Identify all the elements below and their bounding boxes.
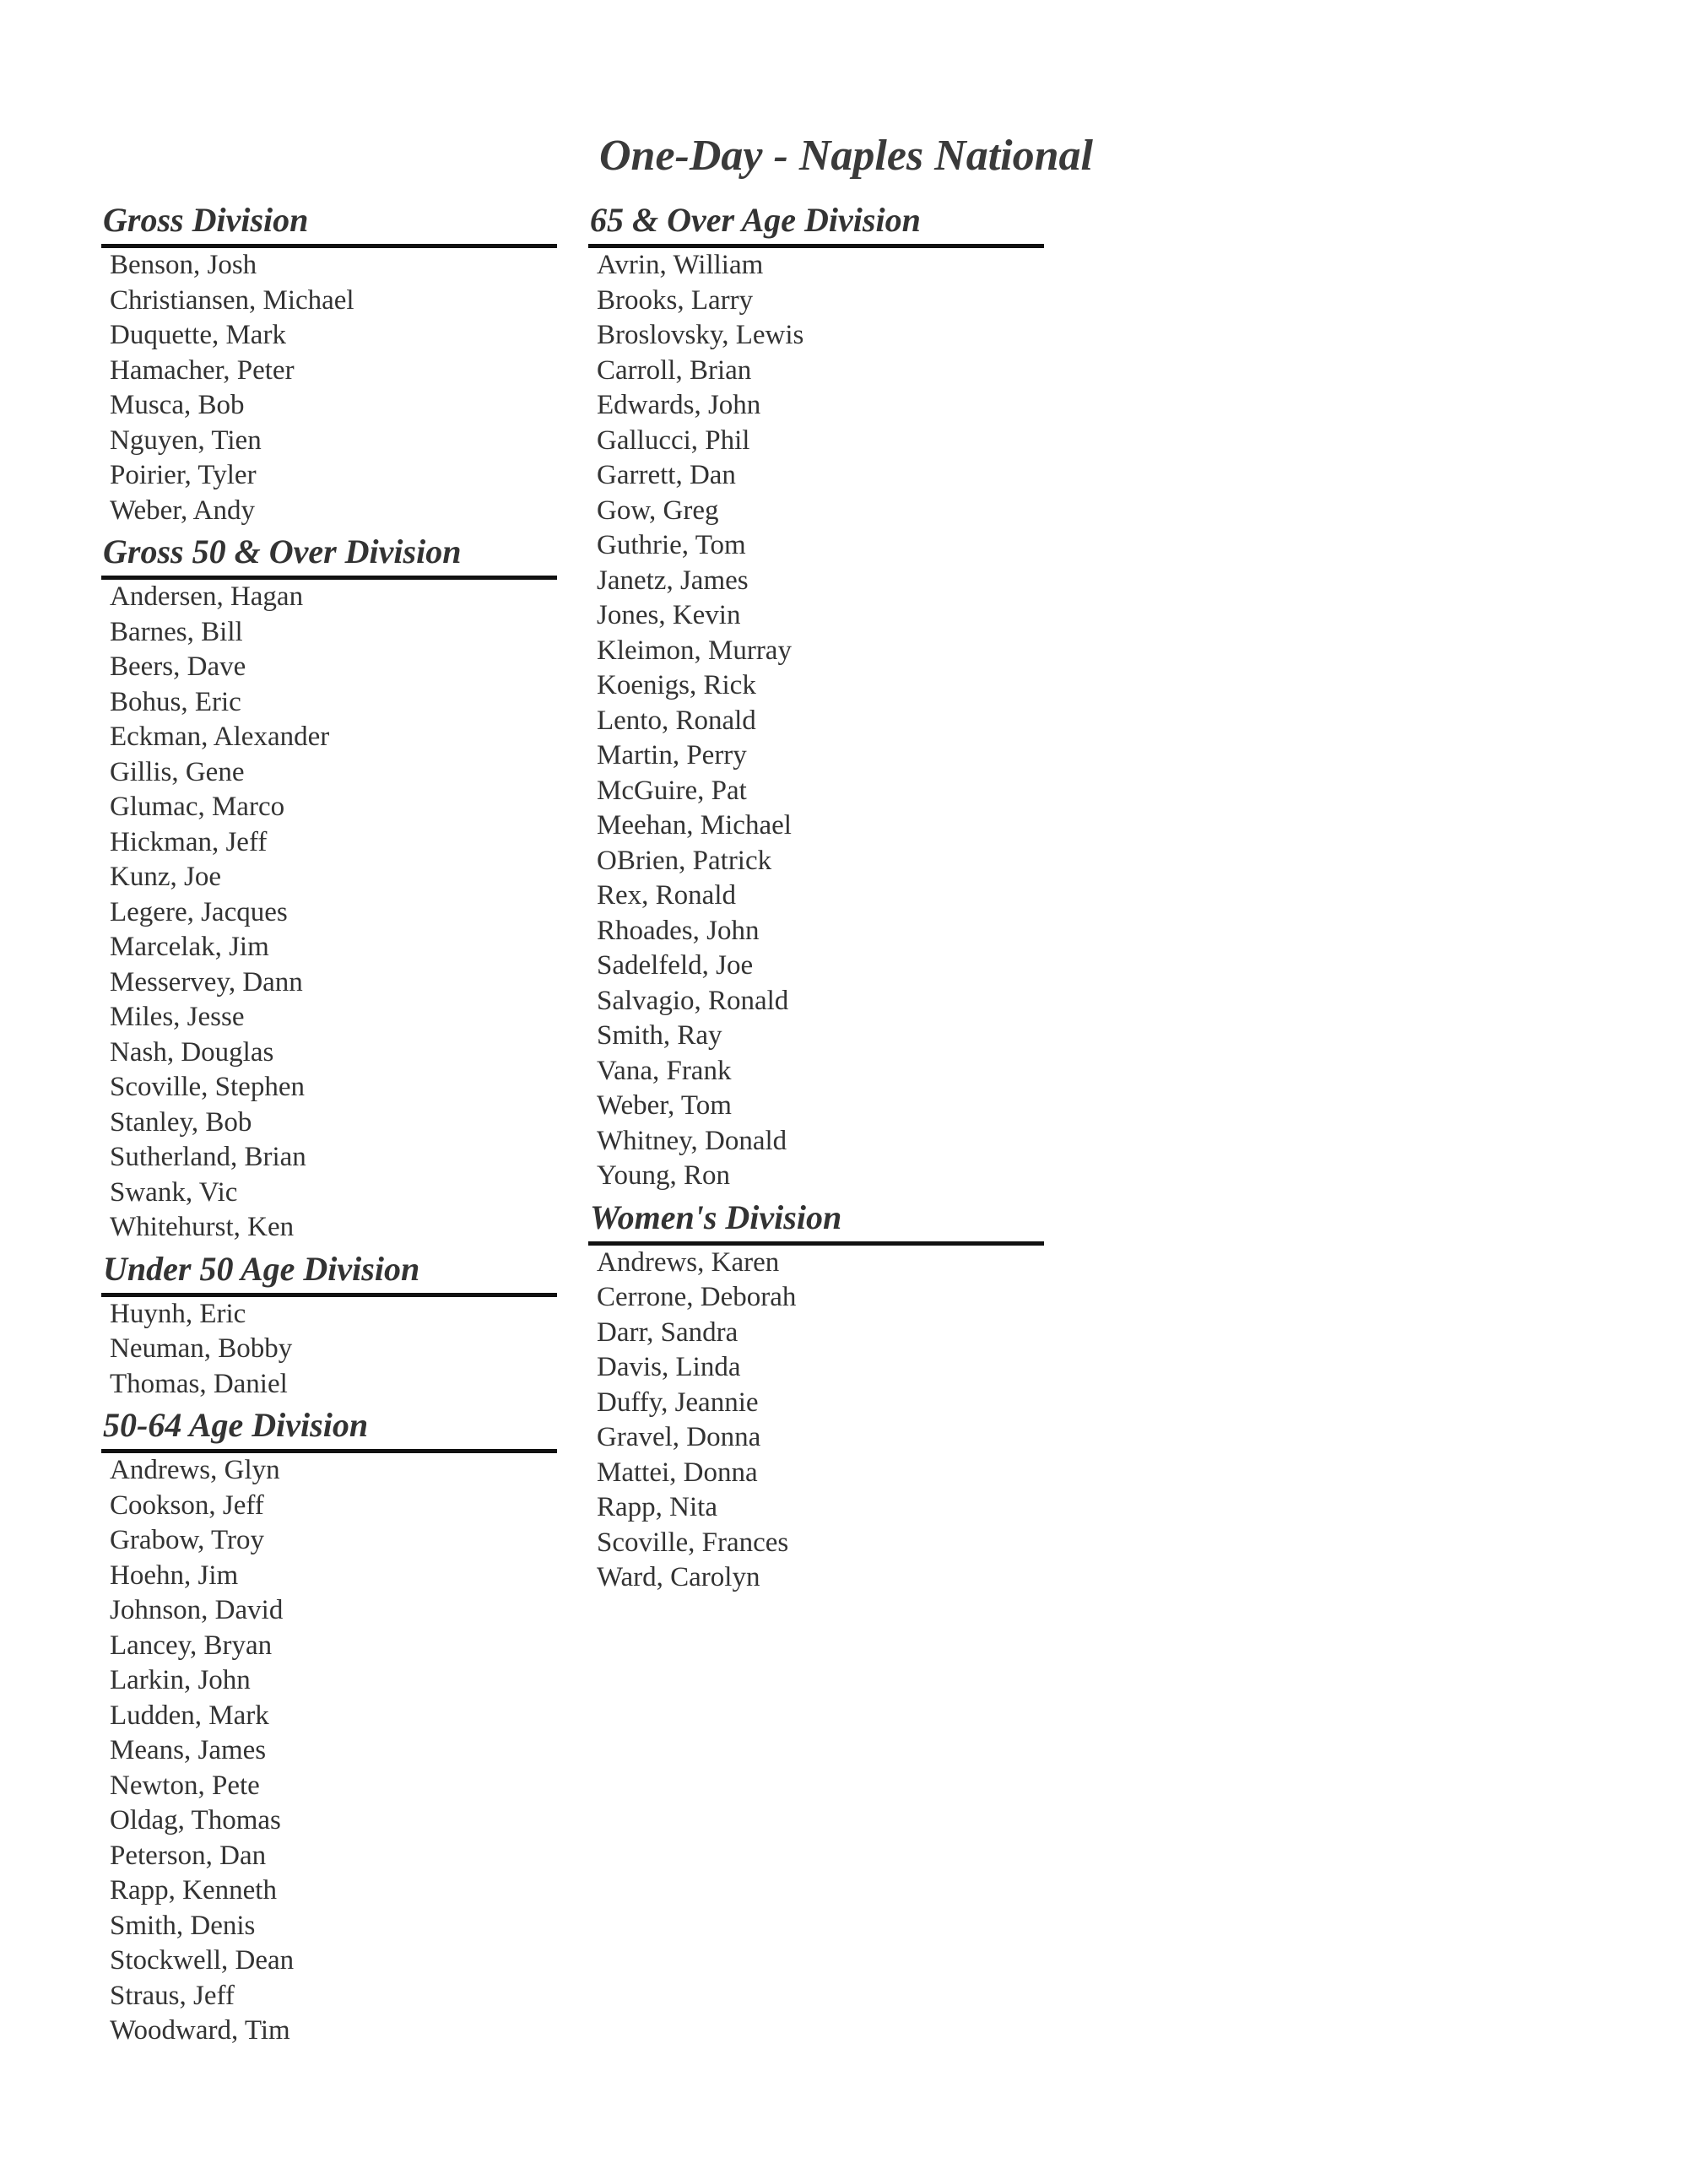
player-name: Swank, Vic [110,1176,238,1208]
player-name: Davis, Linda [597,1352,741,1382]
player-name: Duffy, Jeannie [597,1387,759,1418]
player-name: Rex, Ronald [597,880,736,911]
player-name: Barnes, Bill [110,616,243,647]
division-header: 65 & Over Age Division [588,197,1044,248]
player-name: Hoehn, Jim [110,1560,239,1591]
player-name: Stockwell, Dean [110,1945,295,1976]
division-section [101,1402,557,2049]
player-name: Messervey, Dann [110,966,303,997]
player-name: Eckman, Alexander [110,722,330,752]
player-name: Gow, Greg [597,495,719,526]
player-name: Benson, Josh [110,250,257,280]
division-section [588,1194,1044,1596]
player-name: Cerrone, Deborah [597,1282,797,1312]
player-name: Means, James [110,1735,267,1765]
player-name: Ward, Carolyn [597,1562,760,1592]
player-name: Martin, Perry [597,740,747,770]
player-name: Rhoades, John [597,915,760,946]
player-name: Nguyen, Tien [110,424,262,456]
player-name: Mattei, Donna [597,1457,758,1488]
player-name: McGuire, Pat [597,775,747,806]
player-name: Newton, Pete [110,1770,260,1801]
division-header: Under 50 Age Division [101,1246,557,1297]
player-name: Legere, Jacques [110,896,288,927]
division-header: Women's Division [588,1194,1044,1246]
player-name: Guthrie, Tom [597,530,746,560]
player-name: Andrews, Glyn [110,1455,280,1485]
player-name: Straus, Jeff [110,1980,235,2011]
player-name: Bohus, Eric [110,686,241,717]
player-name: Sutherland, Brian [110,1142,306,1172]
player-name: Whitehurst, Ken [110,1212,295,1242]
player-name: Gillis, Gene [110,756,245,787]
player-name: Meehan, Michael [597,810,792,841]
division-section [101,197,557,528]
player-name: Beers, Dave [110,651,246,682]
player-name: Scoville, Frances [597,1527,789,1558]
player-name: Kunz, Joe [110,862,221,892]
player-name: OBrien, Patrick [597,845,772,876]
player-name: Ludden, Mark [110,1700,269,1731]
player-name: Hickman, Jeff [110,826,268,857]
player-name: Vana, Frank [597,1055,732,1086]
player-name: Sadelfeld, Joe [597,950,754,981]
division-header: Gross Division [101,197,557,248]
player-name: Nash, Douglas [110,1036,274,1068]
player-name: Lancey, Bryan [110,1630,273,1661]
division-section [101,1246,557,1403]
player-name: Cookson, Jeff [110,1489,264,1521]
name-list [101,1297,557,1403]
player-name: Rapp, Kenneth [110,1875,277,1906]
player-name: Grabow, Troy [110,1525,265,1555]
name-list [101,580,557,1246]
player-name: Miles, Jesse [110,1002,245,1032]
player-name: Edwards, John [597,390,761,420]
name-list [588,1246,1044,1596]
player-name: Janetz, James [597,565,749,596]
right-column [588,197,1044,1596]
player-name: Glumac, Marco [110,792,285,822]
player-name: Smith, Ray [597,1020,722,1051]
name-list [588,248,1044,1194]
player-name: Weber, Andy [110,495,255,526]
player-name: Weber, Tom [597,1090,732,1121]
division-header: Gross 50 & Over Division [101,528,557,580]
player-name: Neuman, Bobby [110,1333,293,1364]
player-name: Carroll, Brian [597,354,752,386]
player-name: Gravel, Donna [597,1422,761,1452]
player-name: Koenigs, Rick [597,670,756,700]
player-name: Huynh, Eric [110,1298,246,1329]
player-name: Duquette, Mark [110,320,286,350]
division-section [588,197,1044,1194]
player-name: Musca, Bob [110,390,245,420]
player-name: Jones, Kevin [597,600,741,630]
player-name: Poirier, Tyler [110,460,257,490]
player-name: Brooks, Larry [597,284,754,316]
player-name: Garrett, Dan [597,460,736,490]
player-name: Kleimon, Murray [597,635,792,666]
player-name: Avrin, William [597,250,764,280]
left-column [101,197,557,2049]
player-name: Larkin, John [110,1665,251,1695]
player-name: Woodward, Tim [110,2015,290,2046]
name-list [101,248,557,528]
player-name: Oldag, Thomas [110,1805,281,1835]
player-name: Thomas, Daniel [110,1368,288,1399]
name-list [101,1453,557,2049]
player-name: Scoville, Stephen [110,1072,305,1102]
player-name: Hamacher, Peter [110,354,295,386]
player-name: Christiansen, Michael [110,284,354,316]
division-section [101,528,557,1246]
player-name: Marcelak, Jim [110,932,269,962]
player-name: Rapp, Nita [597,1492,717,1522]
player-name: Broslovsky, Lewis [597,320,804,350]
player-name: Stanley, Bob [110,1106,252,1138]
page-title: One-Day - Naples National [599,132,1093,180]
player-name: Lento, Ronald [597,705,756,736]
player-name: Darr, Sandra [597,1316,738,1348]
player-name: Johnson, David [110,1595,284,1625]
player-name: Peterson, Dan [110,1840,267,1871]
player-name: Salvagio, Ronald [597,985,789,1016]
player-name: Gallucci, Phil [597,424,750,456]
division-header: 50-64 Age Division [101,1402,557,1453]
player-name: Andrews, Karen [597,1246,780,1278]
player-name: Andersen, Hagan [110,581,304,612]
player-name: Young, Ron [597,1160,731,1191]
player-name: Whitney, Donald [597,1125,787,1156]
player-name: Smith, Denis [110,1910,256,1941]
